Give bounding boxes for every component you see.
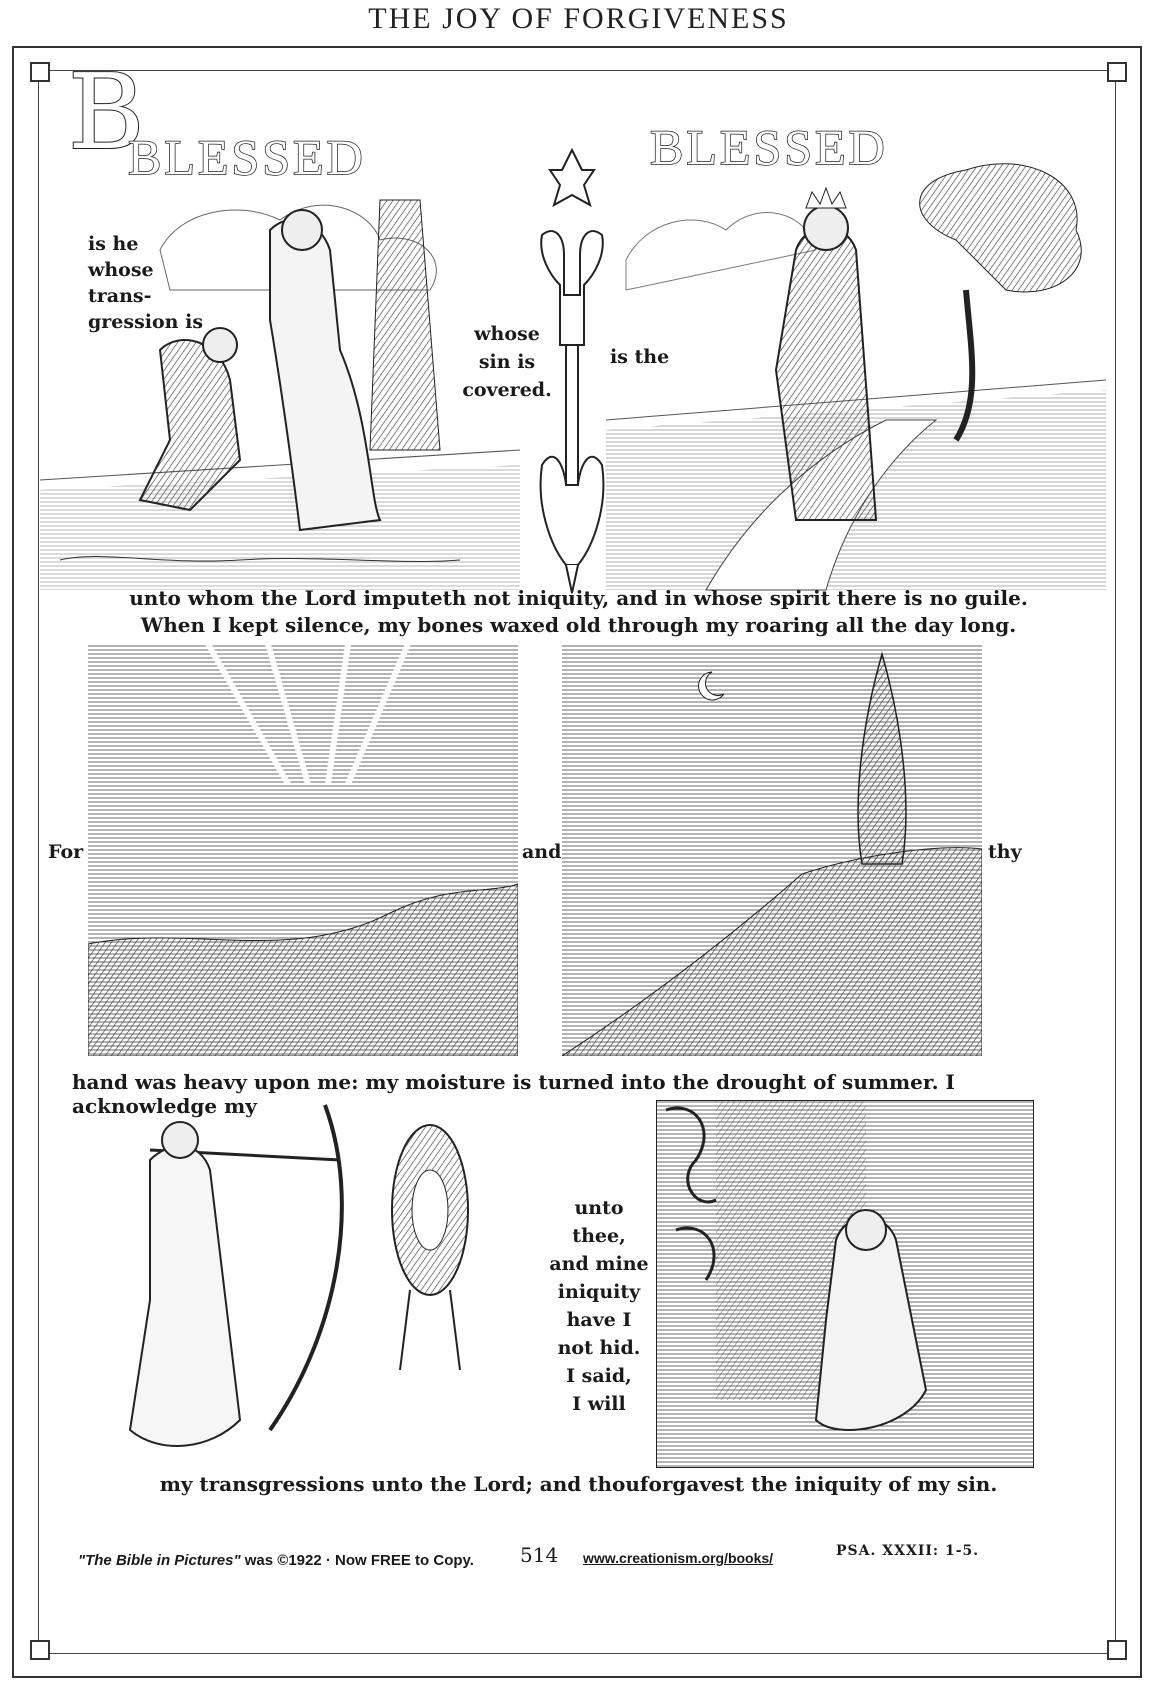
caption-line: whose: [474, 323, 540, 345]
credit-rest: was ©1922 · Now FREE to Copy.: [240, 1552, 474, 1569]
caption-line: not hid.: [557, 1337, 641, 1359]
caption-line: I said,: [566, 1365, 632, 1387]
illustration-praying-man: [656, 1100, 1034, 1468]
verse-line-3: hand was heavy upon me: my moisture is turned into the drought of summer. I acknowledge my: [72, 1070, 955, 1118]
frame-corner: [30, 1640, 50, 1660]
frame-corner: [30, 62, 50, 82]
bottom-middle-caption: [548, 1194, 650, 1418]
caption-line: is he: [88, 233, 139, 255]
illustration-sea-right: [562, 644, 982, 1056]
illustration-sea-left: [88, 644, 518, 1056]
word-for: For: [48, 841, 84, 863]
blessed-heading-right: BLESSED: [650, 119, 888, 175]
word-thy: thy: [988, 841, 1022, 863]
illustration-king: [606, 120, 1106, 630]
caption-line: and mine: [549, 1253, 649, 1275]
verse-line-4: my transgressions unto the Lord; and thouforgavest the iniquity of my sin.: [159, 1472, 998, 1496]
page-number: 514: [520, 1543, 559, 1567]
caption-line: covered.: [462, 379, 552, 401]
credit-title: "The Bible in Pictures": [78, 1552, 241, 1569]
caption-line: trans-: [88, 285, 152, 307]
caption-line: unto thee,: [572, 1197, 626, 1247]
caption-line: have I: [566, 1309, 632, 1331]
caption-line: gression is: [88, 311, 204, 333]
word-and: and: [522, 841, 562, 863]
illustration-archer: [90, 1100, 510, 1468]
scripture-reference: PSA. XXXII: 1-5.: [836, 1543, 980, 1559]
right-caption: is the: [610, 346, 670, 368]
caption-line: iniquity: [557, 1281, 641, 1303]
blessed-initial-left: B: [68, 51, 145, 173]
caption-line: whose: [88, 259, 154, 281]
left-caption: [88, 231, 208, 335]
frame-corner: [1107, 1640, 1127, 1660]
illustration-kneeling-man: [40, 120, 520, 630]
verse-line-1: unto whom the Lord imputeth not iniquity, and in whose spirit there is no guile.: [129, 586, 1028, 610]
footer-url-link[interactable]: www.creationism.org/books/: [583, 1550, 774, 1566]
caption-line: I will: [572, 1393, 626, 1415]
page-title: THE JOY OF FORGIVENESS: [368, 2, 789, 35]
verse-line-2: When I kept silence, my bones waxed old through my roaring all the day long.: [140, 613, 1017, 637]
caption-line: sin is: [478, 351, 536, 373]
footer-credit: [78, 1550, 474, 1569]
center-caption: [462, 320, 552, 404]
frame-corner: [1107, 62, 1127, 82]
blessed-heading-left: BLESSED: [128, 129, 366, 185]
